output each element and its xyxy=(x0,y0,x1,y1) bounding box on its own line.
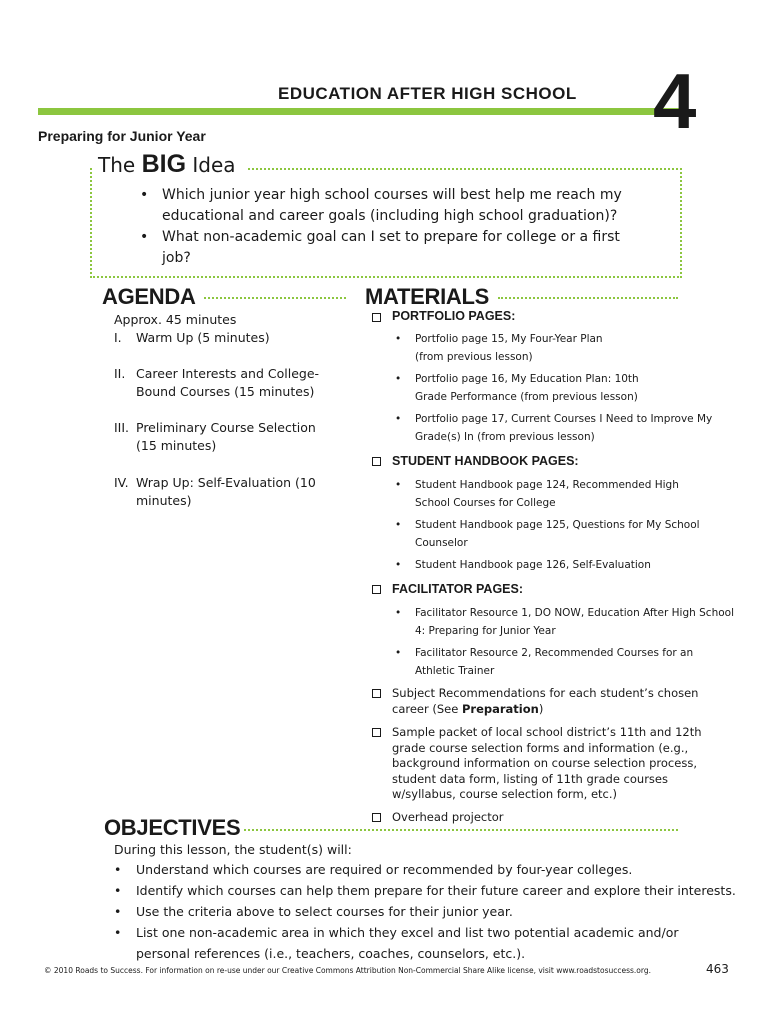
big-idea-item-text: Which junior year high school courses will best help me reach my educational and career goals (including high school graduation)? xyxy=(162,187,622,224)
checkbox-icon xyxy=(372,457,381,466)
material-item: Portfolio page 15, My Four-Year Plan (from previous lesson) xyxy=(415,333,603,363)
agenda-num: IV. xyxy=(114,475,129,490)
subject-recs-bold: Preparation xyxy=(461,701,539,716)
subject-recommendations xyxy=(392,686,732,717)
big-idea-prefix: The xyxy=(98,153,136,177)
objective-item: Understand which courses are required or recommended by four-year colleges. xyxy=(136,862,633,877)
subject-recs-text: Subject Recommendations for each student’s chosen career (See xyxy=(392,686,699,716)
subject-recs-end: ) xyxy=(538,701,544,716)
bullet: • xyxy=(395,479,402,491)
checkbox-icon xyxy=(372,689,381,698)
material-item: Facilitator Resource 2, Recommended Courses for an Athletic Trainer xyxy=(415,647,694,677)
bullet: • xyxy=(395,333,402,345)
unit-title: EDUCATION AFTER HIGH SCHOOL xyxy=(278,84,577,103)
objective-item: Use the criteria above to select courses for their junior year. xyxy=(136,904,513,919)
copyright-footer: © 2010 Roads to Success. For information on re-use under our Creative Commons Attribution Non-Commercial Share Alike license, visit www.roadstosuccess.org. xyxy=(44,966,651,975)
bullet: • xyxy=(140,187,149,203)
bullet: • xyxy=(114,925,122,940)
agenda-item: Preliminary Course Selection (15 minutes) xyxy=(136,420,316,453)
objective-item: Identify which courses can help them prepare for their future career and explore their interests. xyxy=(136,883,736,898)
objectives-heading: OBJECTIVES xyxy=(104,815,241,840)
material-item: Student Handbook page 126, Self-Evaluation xyxy=(415,559,651,571)
bullet: • xyxy=(140,229,149,245)
bullet: • xyxy=(395,647,402,659)
bullet: • xyxy=(395,559,402,571)
page-number: 463 xyxy=(706,962,729,976)
objectives-divider xyxy=(244,829,678,831)
material-item: Portfolio page 16, My Education Plan: 10th Grade Performance (from previous lesson) xyxy=(415,373,639,403)
agenda-heading: AGENDA xyxy=(102,284,196,309)
bullet: • xyxy=(395,373,402,385)
materials-category: STUDENT HANDBOOK PAGES: xyxy=(392,454,579,468)
unit-number: 4 xyxy=(653,57,697,145)
bullet: • xyxy=(114,883,122,898)
agenda-divider xyxy=(204,297,346,299)
bullet: • xyxy=(395,413,402,425)
bullet: • xyxy=(395,519,402,531)
agenda-num: III. xyxy=(114,420,130,435)
big-idea-big: BIG xyxy=(141,150,187,178)
objectives-intro: During this lesson, the student(s) will: xyxy=(114,842,352,857)
checkbox-icon xyxy=(372,313,381,322)
materials-category: FACILITATOR PAGES: xyxy=(392,582,524,596)
material-item: Facilitator Resource 1, DO NOW, Education After High School 4: Preparing for Junior Year xyxy=(415,607,734,637)
material-item: Student Handbook page 125, Questions for My School Counselor xyxy=(415,519,700,549)
agenda-duration: Approx. 45 minutes xyxy=(114,312,237,327)
agenda-num: I. xyxy=(114,330,122,345)
materials-divider xyxy=(498,297,678,299)
big-idea-item xyxy=(140,227,160,248)
bullet: • xyxy=(114,862,122,877)
bullet: • xyxy=(114,904,122,919)
header-accent-bar xyxy=(38,108,688,115)
material-item: Portfolio page 17, Current Courses I Need to Improve My Grade(s) In (from previous lesson) xyxy=(415,413,713,443)
sample-packet: Sample packet of local school district’s 11th and 12th grade course selection forms and information (e.g., background information on course selection process, student data form, listing of 11th grade courses w/syllabus, course selection form, etc.) xyxy=(392,725,702,801)
checkbox-icon xyxy=(372,585,381,594)
materials-category: PORTFOLIO PAGES: xyxy=(392,309,516,323)
checkbox-icon xyxy=(372,728,381,737)
agenda-num: II. xyxy=(114,366,126,381)
lesson-subtitle: Preparing for Junior Year xyxy=(38,128,206,144)
big-idea-item-text: What non-academic goal can I set to prepare for college or a first job? xyxy=(162,229,620,266)
objective-item: List one non-academic area in which they excel and list two potential academic and/or personal references (i.e., teachers, coaches, counselors, etc.). xyxy=(136,925,679,961)
materials-heading: MATERIALS xyxy=(365,284,489,309)
agenda-item: Warm Up (5 minutes) xyxy=(136,330,270,345)
agenda-item: Career Interests and College-Bound Courses (15 minutes) xyxy=(136,366,320,399)
material-item: Student Handbook page 124, Recommended High School Courses for College xyxy=(415,479,679,509)
agenda-item: Wrap Up: Self-Evaluation (10 minutes) xyxy=(136,475,316,508)
bullet: • xyxy=(395,607,402,619)
overhead-projector: Overhead projector xyxy=(392,810,504,824)
big-idea-suffix: Idea xyxy=(192,153,236,177)
checkbox-icon xyxy=(372,813,381,822)
big-idea-item xyxy=(140,185,160,206)
